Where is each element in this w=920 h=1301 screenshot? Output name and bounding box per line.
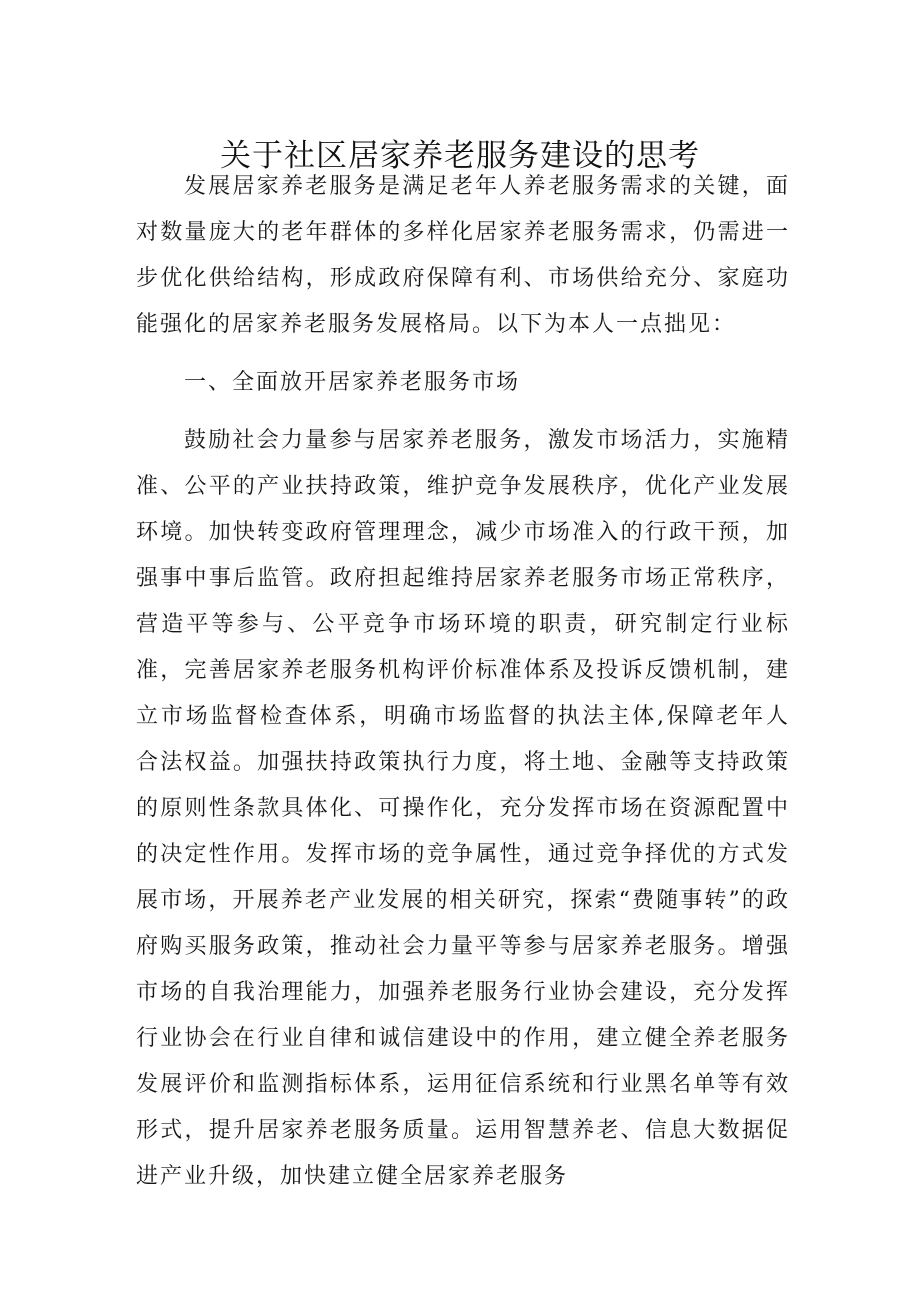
section-heading: 一、全面放开居家养老服务市场 <box>184 370 521 395</box>
document-title: 关于社区居家养老服务建设的思考 <box>220 137 700 174</box>
intro-paragraph: 发展居家养老服务是满足老年人养老服务需求的关键，面对数量庞大的老年群体的多样化居家养老服务需求，仍需进一步优化供给结构，形成政府保障有利、市场供给充分、家庭功能强化的居家养老服务发展格局。以下为本人一点拙见： <box>136 174 790 337</box>
document-body <box>136 164 790 1200</box>
section-paragraph: 鼓励社会力量参与居家养老服务，激发市场活力，实施精准、公平的产业扶持政策，维护竞争发展秩序，优化产业发展环境。加快转变政府管理理念，减少市场准入的行政干预，加强事中事后监管。政府担起维持居家养老服务市场正常秩序，营造平等参与、公平竞争市场环境的职责，研究制定行业标准，完善居家养老服务机构评价标准体系及投诉反馈机制，建立市场监督检查体系，明确市场监督的执法主体,保障老年人合法权益。加强扶持政策执行力度，将土地、金融等支持政策的原则性条款具体化、可操作化，充分发挥市场在资源配置中的决定性作用。发挥市场的竞争属性，通过竞争择优的方式发展市场，开展养老产业发展的相关研究，探索“费随事转”的政府购买服务政策，推动社会力量平等参与居家养老服务。增强市场的自我治理能力，加强养老服务行业协会建设，充分发挥行业协会在行业自律和诚信建设中的作用，建立健全养老服务发展评价和监测指标体系，运用征信系统和行业黑名单等有效形式，提升居家养老服务质量。运用智慧养老、信息大数据促进产业升级，加快建立健全居家养老服务 <box>136 428 790 1189</box>
